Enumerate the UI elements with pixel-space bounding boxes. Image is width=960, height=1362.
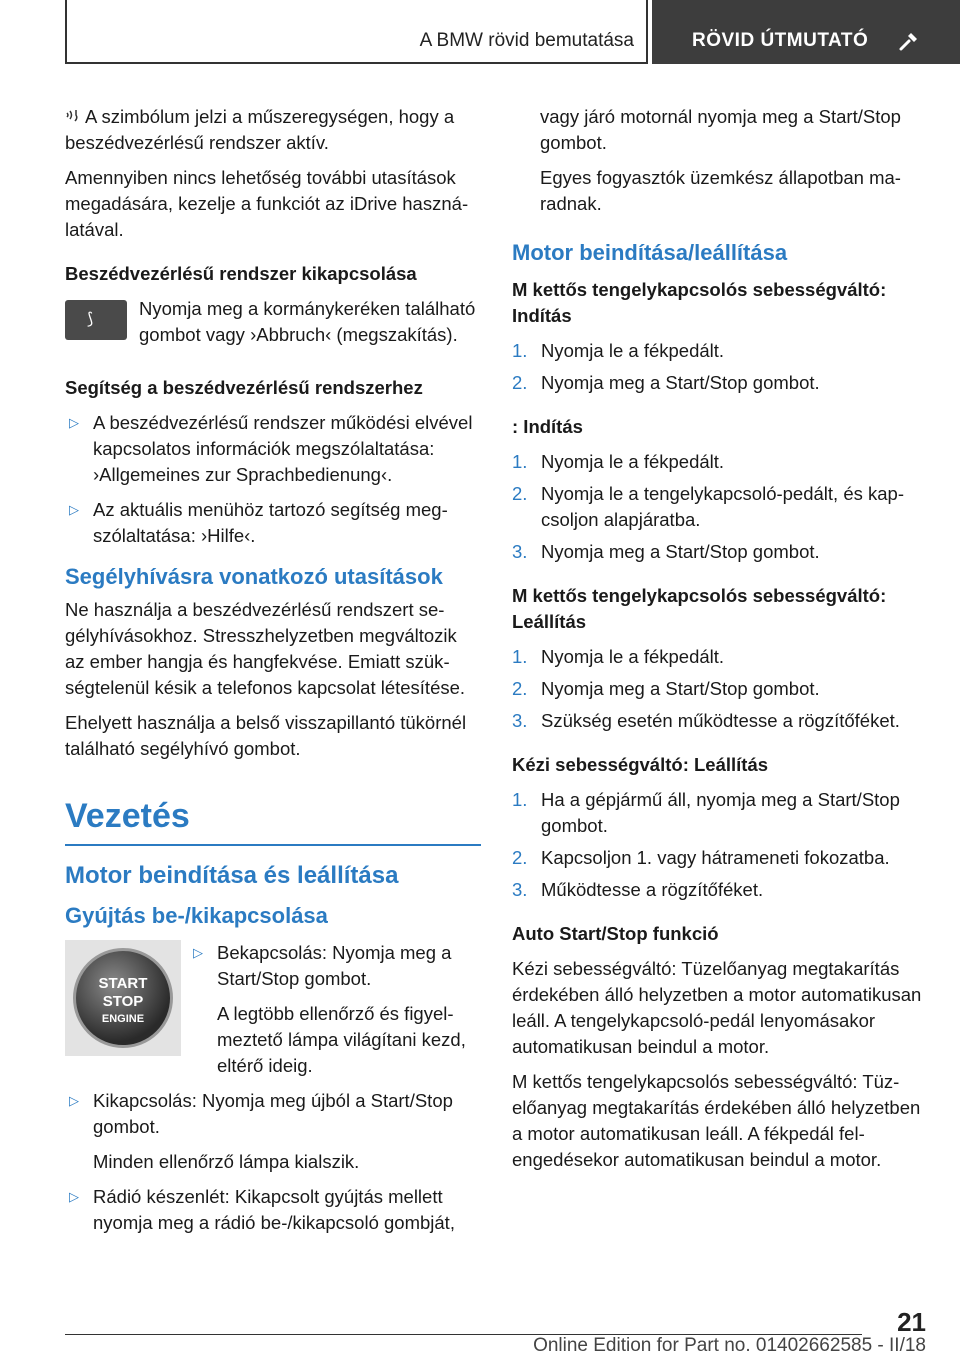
bullet-triangle-icon: ▷	[193, 945, 203, 960]
list-item: ▷ A beszédvezérlésű rendszer működési elvével kapcsolatos információk megszólaltatása: ›Allgemeines zur Sprachbedienung‹.	[69, 412, 473, 485]
voice-off-paragraph: Nyomja meg a kormánykeréken található gombot vagy ›Abbruch‹ (megszakítás).	[139, 298, 476, 345]
bullet-triangle-icon: ▷	[69, 502, 79, 517]
header-section-box	[65, 0, 648, 64]
ignition-block	[65, 940, 481, 1088]
list-item: 1. Nyomja le a fékpedált.	[512, 340, 725, 361]
bullet-triangle-icon: ▷	[69, 415, 79, 430]
voice-help-heading: Segítség a beszédvezérlésű rendszerhez	[65, 377, 423, 398]
start-stop-button-image	[65, 940, 181, 1056]
stop-label: STOP	[102, 993, 144, 1010]
page-number: 21	[897, 1307, 926, 1337]
emergency-paragraph-2: Ehelyett használja a belső visszapillantó tükörnél található segélyhívó gombot.	[65, 712, 467, 759]
emergency-heading: Segélyhívásra vonatkozó utasítások	[65, 564, 443, 589]
dct-stop-heading: M kettős tengelykapcsolós sebességváltó: Leállítás	[512, 585, 887, 632]
ignition-heading: Gyújtás be-/kikapcsolása	[65, 903, 328, 928]
bullet-triangle-icon: ▷	[69, 1189, 79, 1204]
engine-start-stop-subheading: Motor beindítása/leállítása	[512, 240, 788, 265]
auto-start-stop-paragraph-2: M kettős tengelykapcsolós sebességváltó: Tüzelőanyag megtakarítás érdekében álló helyzetben a motor automatikusan leáll. A fékpedál felengedésekor automatikusan beindul a motor.	[512, 1071, 921, 1170]
dct-start-heading: M kettős tengelykapcsolós sebességváltó: Indítás	[512, 279, 887, 326]
start-label: START	[98, 975, 148, 992]
voice-active-paragraph: A szimbólum jelzi a műszeregységen, hogy a beszédvezérlésű rendszer aktív.	[65, 106, 455, 153]
driving-heading: Vezetés	[65, 796, 481, 846]
voice-symbol-icon	[65, 104, 85, 130]
voice-off-heading: Beszédvezérlésű rendszer kikapcsolása	[65, 263, 417, 284]
wrench-icon	[898, 30, 920, 52]
voice-button-icon: ⟆	[87, 311, 94, 328]
emergency-paragraph-1: Ne használja a beszédvezérlésű rendszert segélyhívásokhoz. Stresszhelyzetben megváltozik az ember hangja és hangfekvése. Emiatt szükségtelenül késik a telefonos kapcsolat létesítése.	[65, 599, 466, 698]
list-item: 2. Nyomja meg a Start/Stop gombot.	[512, 372, 820, 393]
list-item: 1. Nyomja le a fékpedált.	[512, 451, 725, 472]
auto-start-stop-paragraph-1: Kézi sebességváltó: Tüzelőanyag megtakarítás érdekében álló helyzetben a motor automatikusan leáll. A tengelykapcsoló-pedál lenyomásakor automatikusan beindul a motor.	[512, 958, 922, 1057]
list-item: 3. Szükség esetén működtesse a rögzítőféket.	[512, 710, 900, 731]
header-guide-tab	[652, 0, 960, 64]
list-item: 3. Működtesse a rögzítőféket.	[512, 879, 764, 900]
list-item: ▷ Kikapcsolás: Nyomja meg újból a Start/Stop gombot.	[69, 1090, 453, 1137]
start-stop-button-icon	[73, 948, 173, 1048]
bullet-triangle-icon: ▷	[69, 1093, 79, 1108]
engine-label: ENGINE	[101, 1013, 145, 1025]
steering-voice-button-image	[65, 300, 127, 340]
list-item: 1. Nyomja le a fékpedált.	[512, 646, 725, 667]
auto-start-stop-heading: Auto Start/Stop funkció	[512, 923, 719, 944]
list-item: ▷ Az aktuális menühöz tartozó segítség megszólaltatása: ›Hilfe‹.	[69, 499, 448, 546]
right-column	[512, 104, 928, 1182]
list-item: 2. Nyomja le a tengelykapcsoló-pedált, és kapcsoljon alapjáratba.	[512, 483, 905, 530]
manual-start-heading: : Indítás	[512, 416, 583, 437]
idrive-paragraph: Amennyiben nincs lehetőség további utasítások megadására, kezelje a funkciót az iDrive használatával.	[65, 167, 469, 240]
voice-off-block	[65, 296, 481, 357]
list-item: ▷ Bekapcsolás: Nyomja meg a Start/Stop gombot.	[193, 942, 452, 989]
radio-continued: vagy járó motornál nyomja meg a Start/Stop gombot.	[540, 106, 901, 153]
consumers-note: Egyes fogyasztók üzemkész állapotban maradnak.	[540, 167, 901, 214]
footer-edition: Online Edition for Part no. 01402662585 - II/18	[533, 1335, 926, 1356]
header-guide-label: RÖVID ÚTMUTATÓ	[692, 30, 869, 51]
engine-start-stop-heading: Motor beindítása és leállítása	[65, 862, 399, 889]
ignition-on-note: A legtöbb ellenőrző és figyelmeztető lámpa világítani kezd, eltérő ideig.	[217, 1003, 466, 1076]
manual-stop-heading: Kézi sebességváltó: Leállítás	[512, 754, 769, 775]
list-item: 1. Ha a gépjármű áll, nyomja meg a Start/Stop gombot.	[512, 789, 900, 836]
list-item: 2. Nyomja meg a Start/Stop gombot.	[512, 678, 820, 699]
list-item: 3. Nyomja meg a Start/Stop gombot.	[512, 541, 820, 562]
left-column	[65, 104, 481, 1245]
list-item: ▷ Rádió készenlét: Kikapcsolt gyújtás mellett nyomja meg a rádió be-/kikapcsoló gombját,	[69, 1186, 455, 1233]
ignition-off-note: Minden ellenőrző lámpa kialszik.	[93, 1151, 360, 1172]
list-item: 2. Kapcsoljon 1. vagy hátrameneti fokozatba.	[512, 847, 890, 868]
header-section-title: A BMW rövid bemutatása	[419, 30, 634, 51]
